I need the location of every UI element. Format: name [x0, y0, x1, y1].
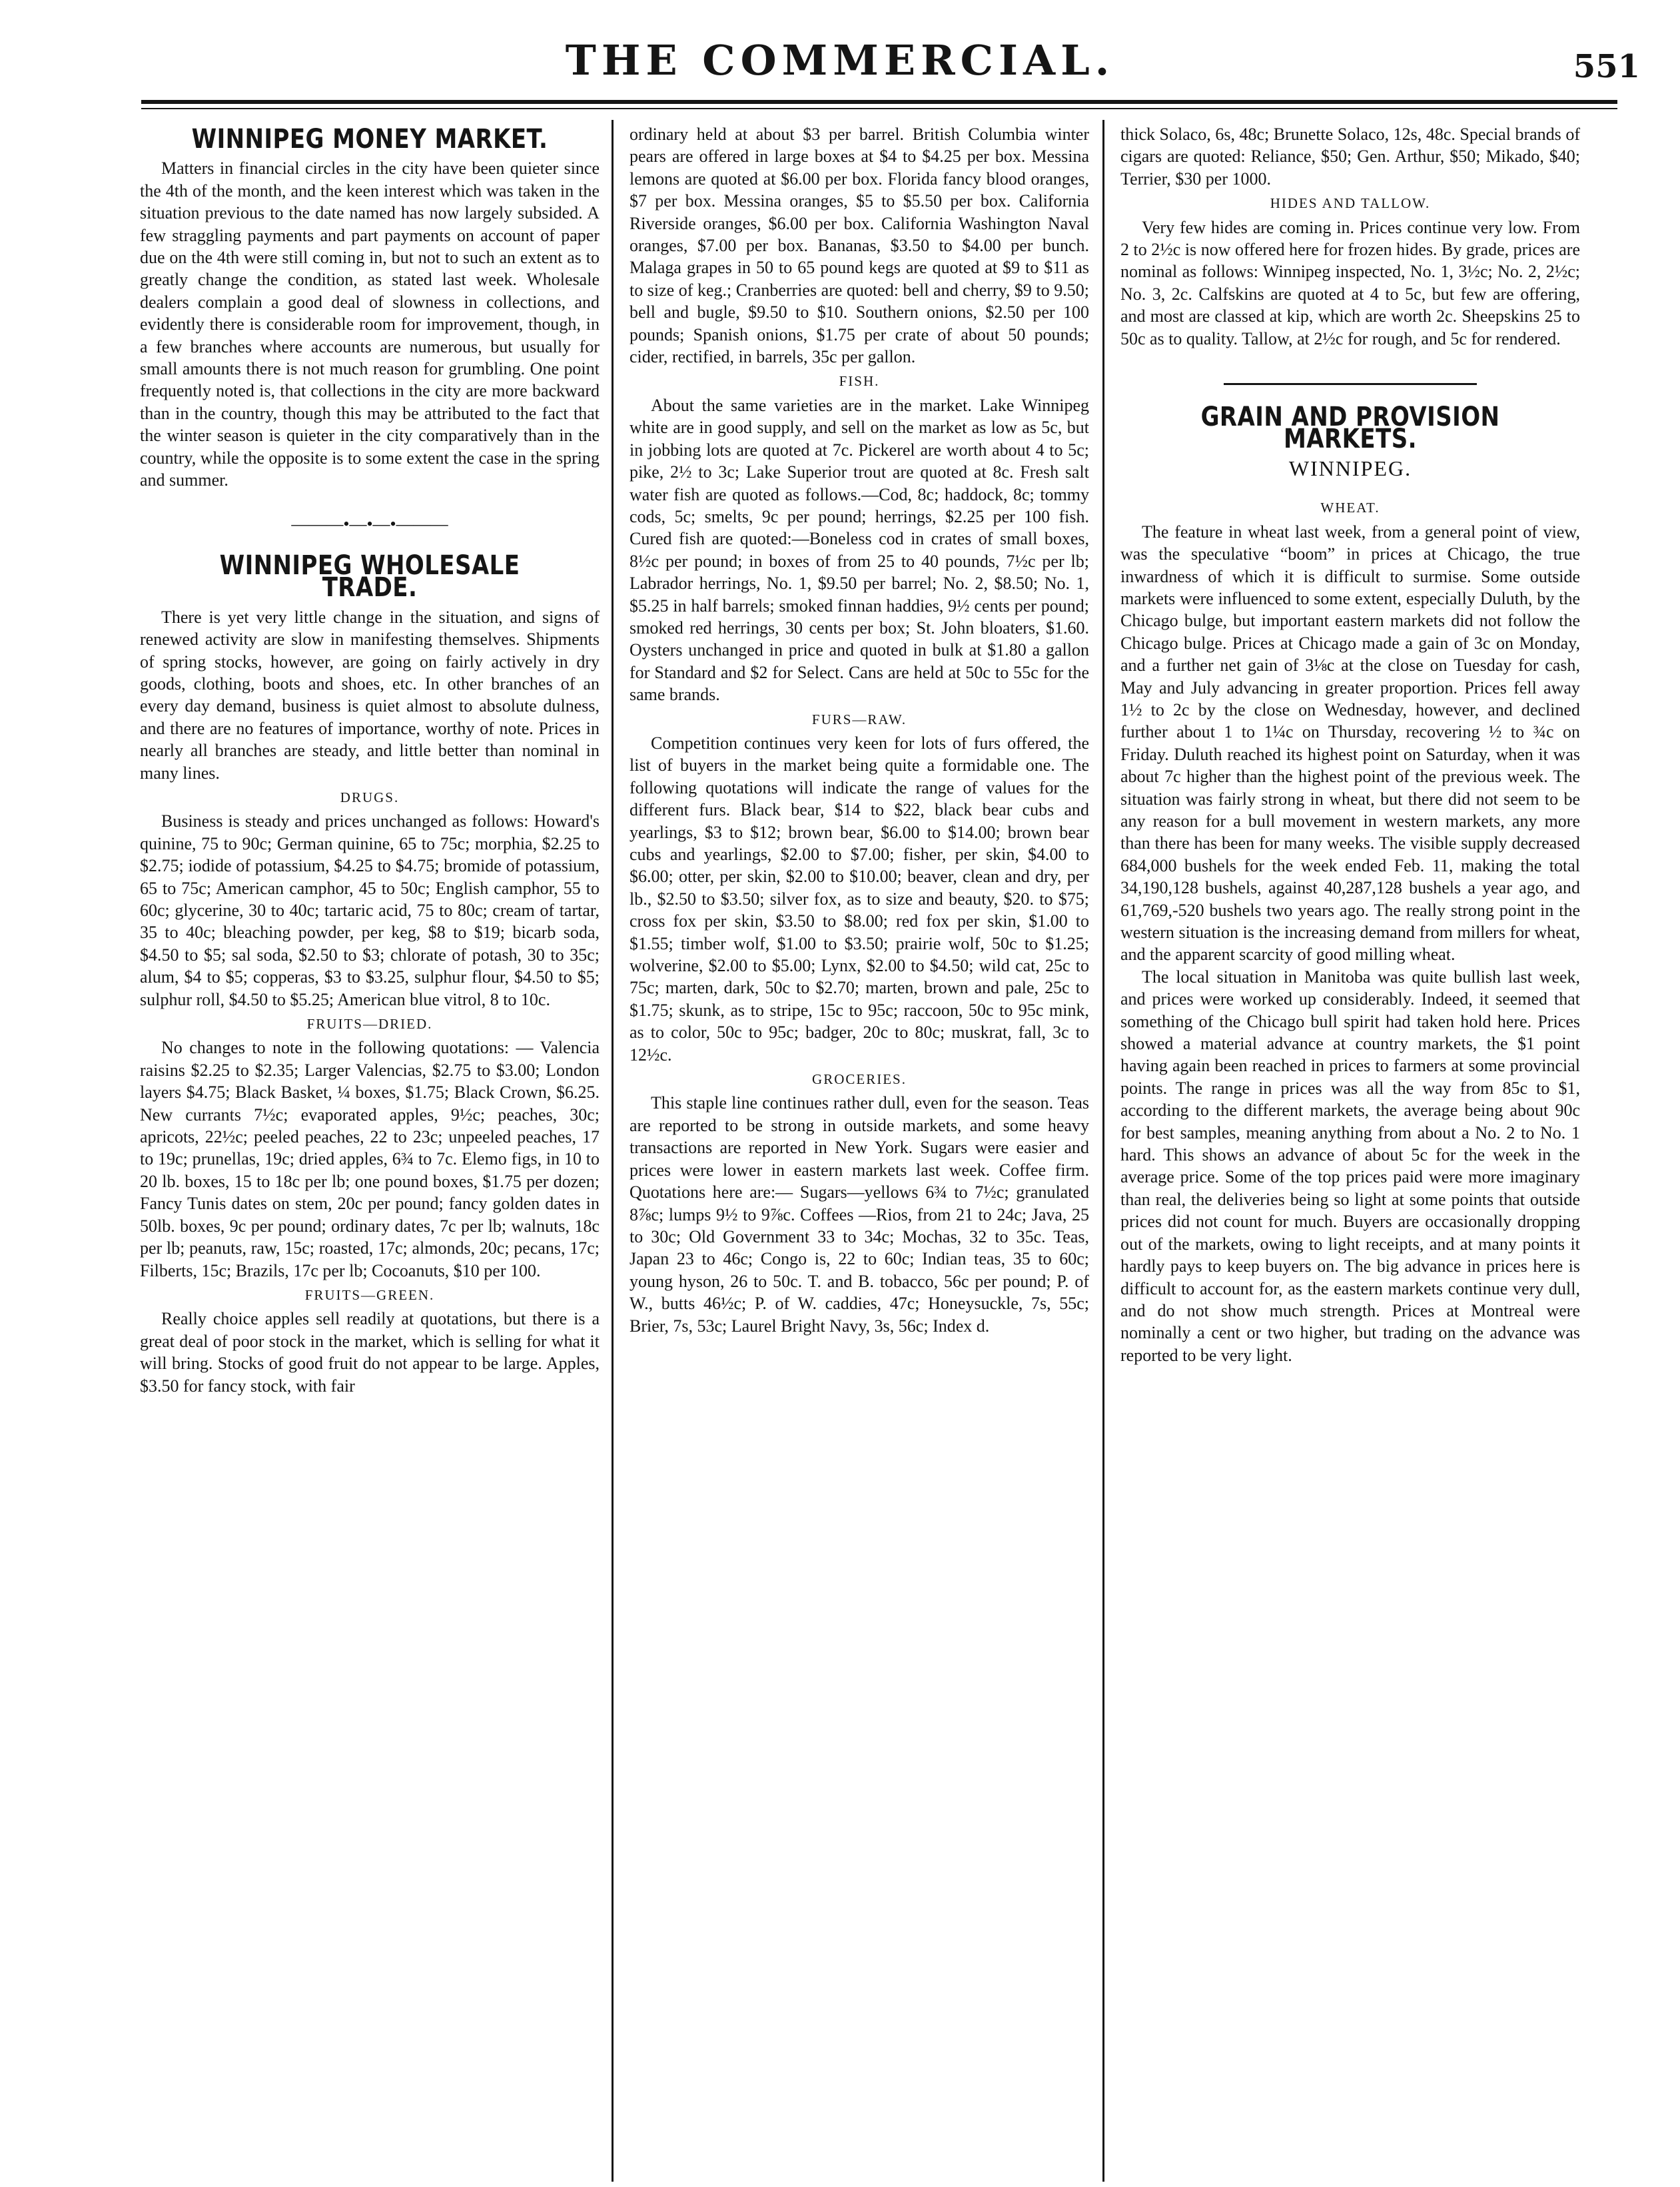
drugs-text: Business is steady and prices unchanged as follows: Howard's quinine, 75 to 90c; German quinine, 65 to 75c; morphia, $2.25 to $2.75; iodide of potassium, $4.25 to $4.75; bromide of potassium, 65 to 75c; American camphor, 45 to 50c; English camphor, 55 to 60c; glycerine, 30 to 40c; tartaric acid, 75 to 80c; cream of tartar, 35 to 40c; bleaching powder, per keg, $8 to $19; bicarb soda, $4.50 to $5; sal soda, $2.50 to $3; chlorate of potash, 30 to 35c; alum, $4 to $5; copperas, $3 to $3.25, sulphur flour, $4.50 to $5; sulphur roll, $4.50 to $5.25; American blue vitrol, 8 to 10c.: [140, 811, 600, 1009]
groceries-text: This staple line continues rather dull, even for the season. Teas are reported to be strong in outside markets, and some heavy transactions are reported in New York. Sugars were easier and prices were lower in eastern markets last week. Coffee firm. Quotations here are:— Sugars—yellows 6¾ to 7½c; granulated 8⅞c; lumps 9½ to 9⅞c. Coffees —Rios, from 21 to 24c; Java, 25 to 30c; Old Government 33 to 34c; Mochas, 32 to 35c. Teas, Japan 23 to 46c; Congo is, 22 to 60c; Indian teas, 35 to 60c; young hyson, 26 to 50c. T. and B. tobacco, 56c per pound; P. of W., butts 46½c; P. of W. caddies, 47c; Honeysuckle, 7s, 55c; Brier, 7s, 53c; Laurel Bright Navy, 3s, 56c; Index d.: [630, 1093, 1089, 1336]
column-1: [140, 123, 600, 1397]
furs-text: Competition continues very keen for lots of furs offered, the list of buyers in the market being quite a formidable one. The following quotations will indicate the range of values for the different furs. Black bear, $14 to $22, black bear cubs and yearlings, $3 to $12; brown bear, $6.00 to $14.00; brown bear cubs and yearlings, $2.00 to $7.00; fisher, per skin, $4.00 to $6.00; otter, per skin, $2.00 to $10.00; beaver, clean and dry, per lb., $2.50 to $3.50; silver fox, as to size and beauty, $20. to $75; cross fox per skin, $3.50 to $8.00; red fox per skin, $1.00 to $1.55; timber wolf, $1.00 to $3.50; prairie wolf, 50c to $1.25; wolverine, $2.00 to $5.00; Lynx, $2.00 to $4.50; wild cat, 25c to 75c; marten, dark, 50c to $2.70; marten, brown and pale, 25c to $1.75; skunk, as to stripe, 15c to 95c; raccoon, 50c to 95c mink, as to color, 50c to 95c; badger, 20c to 80c; muskrat, fall, 3c to 12½c.: [630, 733, 1089, 1065]
place-heading: WINNIPEG.: [1288, 456, 1412, 480]
money-market-heading: WINNIPEG MONEY MARKET.: [191, 124, 548, 155]
hides-heading: HIDES AND TALLOW.: [1270, 195, 1431, 212]
column-2: [630, 123, 1089, 1337]
page-number: 551: [1573, 48, 1640, 85]
wholesale-trade-intro: There is yet very little change in the situation, and signs of renewed activity are slow in manifesting themselves. Shipments of spring stocks, however, are going on fairly actively in dry goods, clothing, boots and shoes, etc. In other branches of an every day demand, business is quiet almost to absolute dulness, and there are no features of importance, worthy of note. Prices in nearly all branches are steady, and little better than nominal in many lines.: [140, 607, 600, 783]
fish-text: About the same varieties are in the market. Lake Winnipeg white are in good supply, and sell on the market as low as 5c, but in jobbing lots are quoted at 7c. Pickerel are worth about 4 to 5c; pike, 2½ to 3c; Lake Superior trout are quoted at 8c. Fresh salt water fish are quoted as follows.—Cod, 8c; haddock, 8c; tommy cods, 5c; smelts, 9c per pound; herrings, $2.25 per 100 fish. Cured fish are quoted:—Boneless cod in crates of small boxes, 8½c per pound; in boxes of from 25 to 40 pounds, 7½c per lb; Labrador herrings, No. 1, $9.50 per barrel; No. 2, $8.50; No. 1, $5.25 in half barrels; smoked finnan haddies, 9½ cents per pound; smoked red herrings, 30 cents per box; St. John bloaters, $1.60. Oysters unchanged in price and quoted in bulk at $1.80 a gallon for Standard and $2 for Select. Cans are held at 50c to 55c for the same brands.: [630, 395, 1089, 705]
newspaper-title: THE COMMERCIAL.: [565, 36, 1115, 85]
header-rule-thin: [141, 108, 1617, 109]
groceries-continued: thick Solaco, 6s, 48c; Brunette Solaco, 12s, 48c. Special brands of cigars are quoted: Reliance, $50; Gen. Arthur, $50; Mikado, $40; Terrier, $30 per 1000.: [1120, 125, 1580, 189]
wholesale-trade-heading: WINNIPEG WHOLESALE TRADE.: [219, 550, 520, 604]
hides-text: Very few hides are coming in. Prices continue very low. From 2 to 2½c is now offered here for frozen hides. By grade, prices are nominal as follows: Winnipeg inspected, No. 1, 3½c; No. 2, 2½c; No. 3, 2c. Calfskins are quoted at 4 to 5c, but few are offering, and most are classed at kip, which are worth 2c. Sheepskins 25 to 50c as to quality. Tallow, at 2½c for rough, and 5c for rendered.: [1120, 217, 1580, 348]
wheat-paragraph-1: The feature in wheat last week, from a general point of view, was the speculative “boom” in prices at Chicago, the true inwardness of which it is difficult to surmise. Some outside markets were influenced to some extent, especially Duluth, by the Chicago bulge, but important eastern markets did not follow the Chicago bulge. Prices at Chicago made a gain of 3c on Monday, and a further net gain of 3⅛c at the close on Tuesday for cash, May and July advancing in greater proportion. Prices fell away 1½ to 2c by the close on Wednesday, however, and declined further about 1 to 1¼c on Thursday, recovering ½ to ¾c on Friday. Duluth reached its highest point on Saturday, when it was about 7c higher than the highest point of the previous week. The situation was fairly strong in wheat, but there did not seem to be any reason for a bull movement in western markets, any more than there has been for many weeks. The visible supply decreased 684,000 bushels for the week ended Feb. 11, making the total 34,190,128 bushels, against 40,287,128 bushels a year ago, and 61,769,-520 bushels two years ago. The really strong point in the western situation is the increasing demand from millers for wheat, and the apparent scarcity of good milling wheat.: [1120, 522, 1580, 965]
wheat-paragraph-2: The local situation in Manitoba was quite bullish last week, and prices were worked up considerably. Indeed, it seemed that something of the Chicago bull spirit had taken hold here. Prices showed a material advance at country markets, the $1 point having again been reached in prices to farmers at some provincial points. The range in prices was all the way from 85c to $1, according to the different markets, the average being about 90c for best samples, meaning anything from about a No. 2 to No. 1 hard. This shows an advance of about 5c for the week in the average price. Some of the top prices paid were more imaginary than real, the deliveries being so light at some points that outside prices did not count for much. Buyers are occasionally dropping out of the markets, owing to light receipts, and at many points it hardly pays to keep buyers on. The big advance in prices here is difficult to account for, as the eastern markets continue very dull, and do not show much strength. Prices at Montreal were nominally a cent or two higher, but trading on the advance was reported to be very light.: [1120, 967, 1580, 1365]
column-divider-2: [1102, 120, 1104, 2182]
fruits-dried-text: No changes to note in the following quotations: — Valencia raisins $2.25 to $2.35; Larger Valencias, $2.75 to $3.00; London layers $4.75; Black Basket, ¼ boxes, $1.75; Black Crown, $6.25. New currants 7½c; evaporated apples, 9½c; peaches, 30c; apricots, 22½c; peeled peaches, 22 to 23c; unpeeled peaches, 17 to 19c; prunellas, 19c; dried apples, 6¾ to 7c. Elemo figs, in 10 to 20 lb. boxes, 15 to 18c per lb; one pound boxes, $1.75 per dozen; Fancy Tunis dates on stem, 20c per pound; fancy golden dates in 50lb. boxes, 9c per pound; ordinary dates, 7c per lb; walnuts, 18c per lb; peanuts, raw, 15c; roasted, 17c; almonds, 20c; pecans, 17c; Filberts, 15c; Brazils, 17c per lb; Cocoanuts, $10 per 100.: [140, 1038, 600, 1280]
column-3: [1120, 123, 1580, 1366]
furs-heading: FURS—RAW.: [811, 711, 907, 727]
column-divider-1: [612, 120, 614, 2182]
wheat-heading: WHEAT.: [1320, 500, 1380, 516]
fruits-green-text: Really choice apples sell readily at quotations, but there is a great deal of poor stock in the market, which is selling for what it will bring. Stocks of good fruit do not appear to be large. Apples, $3.50 for fancy stock, with fair: [140, 1309, 600, 1396]
drugs-heading: DRUGS.: [340, 789, 400, 805]
header-rule-thick: [141, 100, 1617, 104]
fruits-green-heading: FRUITS—GREEN.: [304, 1286, 435, 1303]
groceries-heading: GROCERIES.: [812, 1071, 907, 1088]
section-ornament: ———•—•—•———: [291, 514, 448, 534]
fruits-green-continued: ordinary held at about $3 per barrel. British Columbia winter pears are offered in large boxes at $4 to $4.25 per box. Messina lemons are quoted at $6.00 per box. Florida fancy blood oranges, $7 per box. Messina oranges, $5 to $5.50 per box. California Riverside oranges, $6.00 per box. California Washington Naval oranges, $7.00 per box. Bananas, $3.50 to $4.00 per bunch. Malaga grapes in 50 to 65 pound kegs are quoted at $9 to $11 as to size of keg.; Cranberries are quoted: bell and cherry, $9 to 9.50; bell and bugle, $9.50 to $10. Southern onions, $2.50 per 100 pounds; Spanish onions, $1.75 per crate of about 50 pounds; cider, rectified, in barrels, 35c per gallon.: [630, 125, 1089, 367]
grain-provision-heading: GRAIN AND PROVISION MARKETS.: [1200, 402, 1500, 455]
masthead: [0, 0, 1680, 117]
fish-heading: FISH.: [839, 373, 880, 390]
fruits-dried-heading: FRUITS—DRIED.: [306, 1016, 433, 1033]
section-rule: [1224, 383, 1477, 385]
money-market-text: Matters in financial circles in the city have been quieter since the 4th of the month, and the keen interest which was taken in the situation previous to the date named has now largely subsided. A few straggling payments and part payments on account of paper due on the 4th were still coming in, but not to such an extent as to greatly change the condition, as stated last week. Wholesale dealers complain a good deal of slowness in collections, and evidently there is considerable room for improvement, though, in a few branches where accounts are numerous, but usually for small amounts there is not much reason for grumbling. One point frequently noted is, that collections in the city are more backward than in the country, though this may be attributed to the fact that the winter season is quieter in the city comparatively than in the country, while the opposite is to some extent the case in the spring and summer.: [140, 159, 600, 490]
